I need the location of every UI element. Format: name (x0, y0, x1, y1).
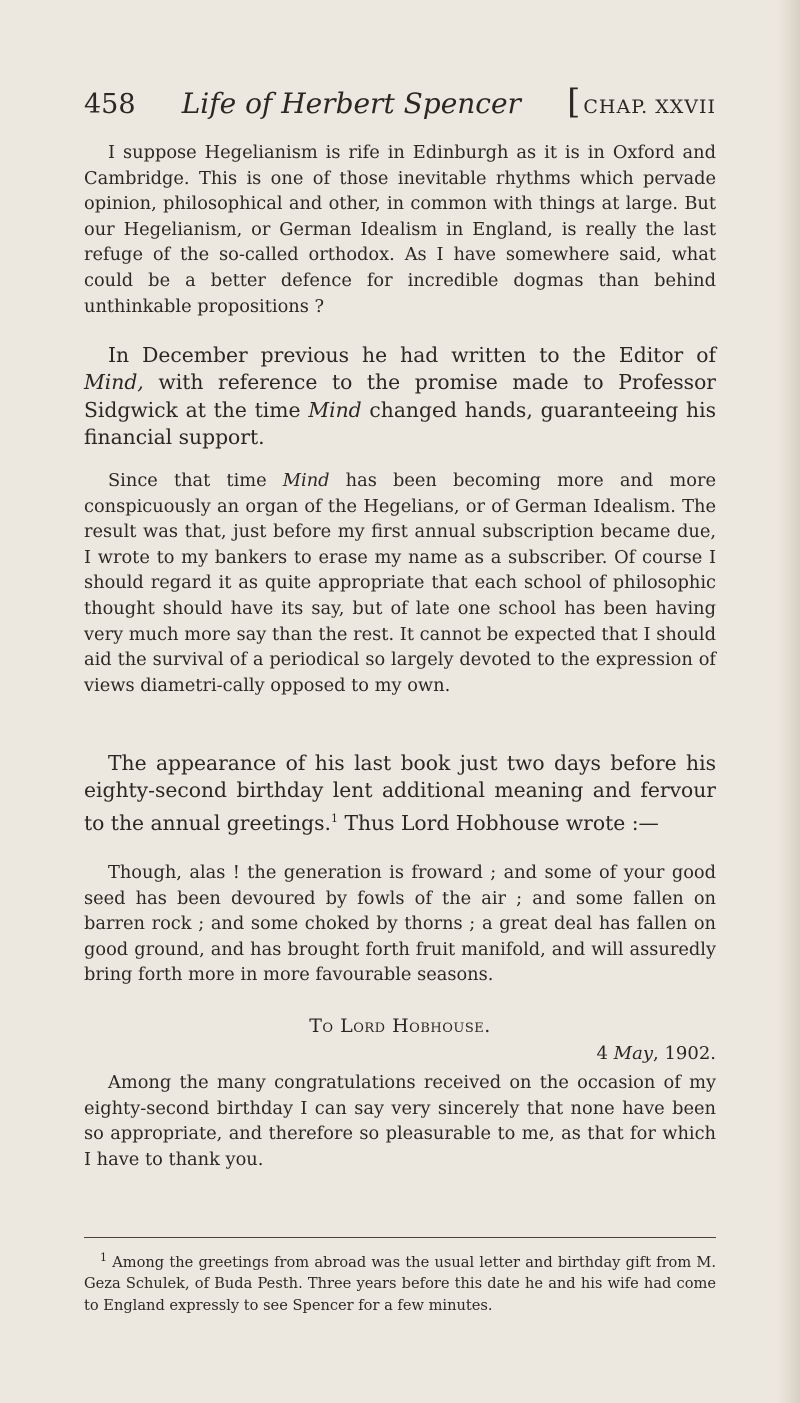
journal-title: Mind, (84, 370, 144, 395)
text-segment: Thus Lord Hobhouse wrote :— (338, 810, 659, 835)
page-number: 458 (84, 89, 136, 120)
letter-date (596, 1043, 716, 1064)
journal-title: Mind (282, 470, 330, 491)
letter-heading: To Lord Hobhouse. (309, 1015, 491, 1037)
paragraph-editor-of-mind (84, 342, 716, 452)
paragraph-birthday-greetings (84, 750, 716, 837)
footnote-marker: 1 (100, 1251, 107, 1264)
chapter-bracket: [ (567, 82, 582, 122)
text-segment: has been becoming more and more conspicuously an organ of the Hegelians, or of German Idealism. The result was that, just before my first annual subscription became due, I wrote to my bankers to erase my name as a subscriber. Of course I should regard it as quite appropriate that each school of philosophic thought should have its say, but of late one school has been having very much more say than the rest. It cannot be expected that I should aid the survival of a periodical so largely devoted to the expression of views diametri-cally opposed to my own. (84, 470, 716, 696)
text-segment: changed hands, guaranteeing his financial support. (84, 397, 716, 450)
footnote-divider (84, 1237, 716, 1238)
quote-hegelianism: I suppose Hegelianism is rife in Edinburgh as it is in Oxford and Cambridge. This is one of those inevitable rhythms which pervade opinion, philosophical and other, in common with things at large. But our Hegelianism, or German Idealism in England, is really the last refuge of the so-called orthodox. As I have somewhere said, what could be a better defence for incredible dogmas than behind unthinkable propositions ? (84, 142, 716, 317)
footnote-reference: 1 (331, 811, 338, 825)
page-edge-shadow (778, 0, 800, 1403)
text-segment: Since that time (108, 470, 283, 491)
date-day: 4 (596, 1043, 614, 1064)
footnote-text: Among the greetings from abroad was the usual letter and birthday gift from M. Geza Schulek, of Buda Pesth. Three years before this date he and his wife had come to England expressly to see Spencer for a few minutes. (84, 1253, 716, 1314)
journal-title: Mind (308, 397, 362, 422)
quote-mind-hegelians (84, 468, 716, 698)
footnote (84, 1247, 716, 1316)
running-title: Life of Herbert Spencer (181, 87, 521, 120)
chapter-label (567, 82, 716, 122)
letter-body: Among the many congratulations received on the occasion of my eighty-second birthday I can say very sincerely that none have been so appropriate, and therefore so pleasurable to me, as that for which I have to thank you. (84, 1072, 716, 1170)
text-segment: with reference to the promise made to Professor Sidgwick at the time (84, 370, 716, 422)
running-header (84, 82, 716, 122)
quote-hobhouse: Though, alas ! the generation is froward ; and some of your good seed has been devoured by fowls of the air ; and some fallen on barren rock ; and some choked by thorns ; a great deal has fallen on good ground, and has brought forth fruit manifold, and will assuredly bring forth more in more favourable seasons. (84, 862, 716, 986)
text-segment: The appearance of his last book just two days before his eighty-second birthday lent additional meaning and fervour to the annual greetings. (84, 751, 716, 835)
chapter-text: CHAP. XXVII (583, 96, 716, 118)
date-year: , 1902. (653, 1043, 716, 1064)
text-segment: In December previous he had written to the Editor of (108, 343, 716, 367)
date-month: May (613, 1043, 654, 1064)
